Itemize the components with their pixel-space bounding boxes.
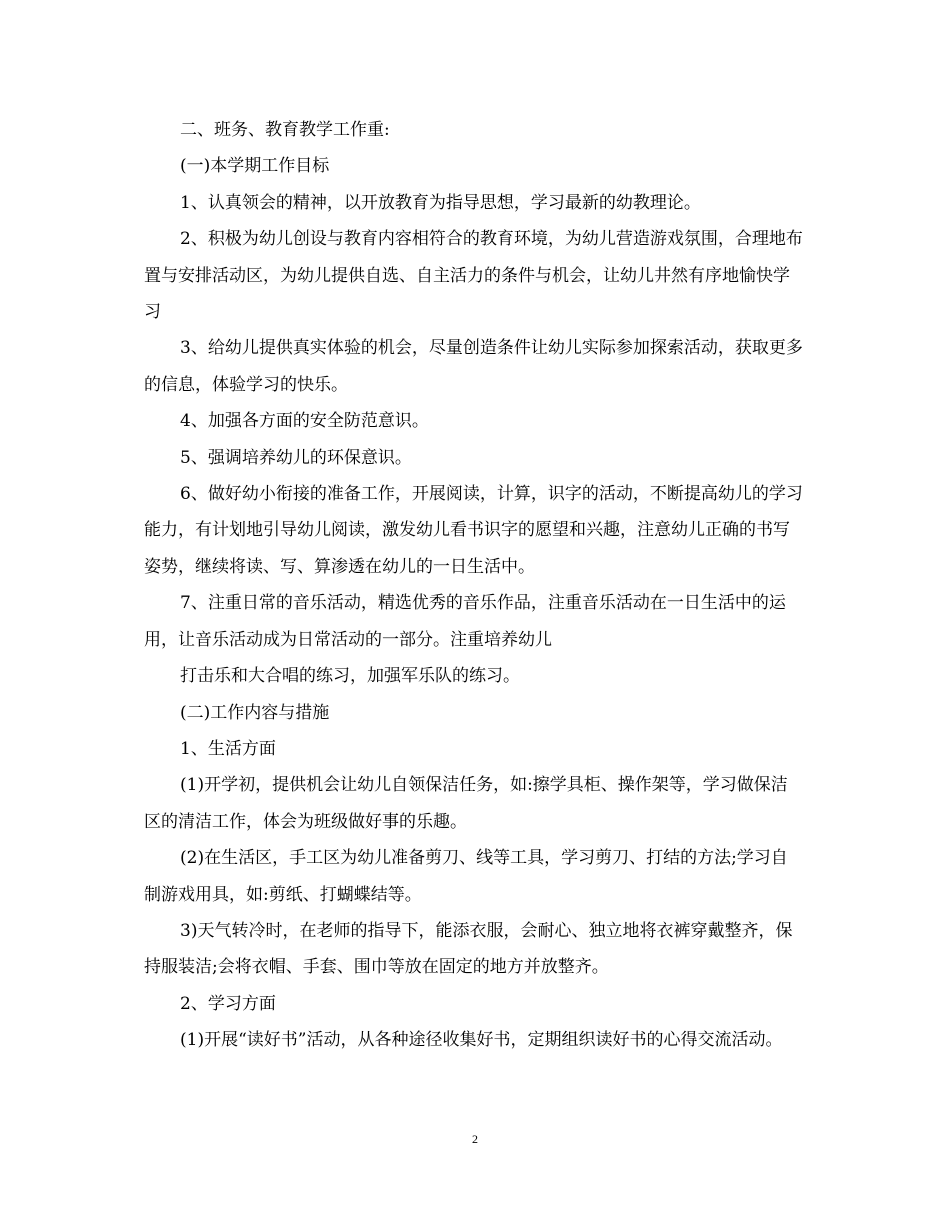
paragraph: (1)开展“读好书”活动，从各种途径收集好书，定期组织读好书的心得交流活动。	[180, 1030, 783, 1051]
paragraph: 7、注重日常的音乐活动，精选优秀的音乐作品，注重音乐活动在一日生活中的运用，让音乐活动成为日常活动的一部分。注重培养幼儿	[144, 593, 786, 650]
list-heading: 2、学习方面	[180, 993, 276, 1014]
paragraph: 5、强调培养幼儿的环保意识。	[180, 447, 412, 468]
section-heading: 二、班务、教育教学工作重:	[180, 120, 390, 140]
list-heading: 1、生活方面	[180, 738, 276, 759]
paragraph: 4、加强各方面的安全防范意识。	[180, 411, 429, 432]
paragraph: (1)开学初，提供机会让幼儿自领保洁任务，如:擦学具柜、操作架等，学习做保洁区的清洁工作，体会为班级做好事的乐趣。	[144, 775, 788, 832]
paragraph: (2)在生活区，手工区为幼儿准备剪刀、线等工具，学习剪刀、打结的方法;学习自制游戏用具，如:剪纸、打蝴蝶结等。	[144, 848, 788, 905]
paragraph: 2、积极为幼儿创设与教育内容相符合的教育环境，为幼儿营造游戏氛围，合理地布置与安排活动区，为幼儿提供自选、自主活力的条件与机会，让幼儿井然有序地愉快学习	[144, 229, 803, 323]
paragraph: 1、认真领会的精神，以开放教育为指导思想，学习最新的幼教理论。	[180, 192, 701, 213]
subsection-heading: (二)工作内容与措施	[180, 702, 330, 723]
paragraph: 打击乐和大合唱的练习，加强军乐队的练习。	[180, 666, 520, 687]
paragraph: 3)天气转冷时，在老师的指导下，能添衣服，会耐心、独立地将衣裤穿戴整齐，保持服装洁;会将衣帽、手套、围巾等放在固定的地方并放整齐。	[144, 920, 793, 978]
subsection-heading: (一)本学期工作目标	[180, 156, 330, 177]
paragraph: 6、做好幼小衔接的准备工作，开展阅读，计算，识字的活动，不断提高幼儿的学习能力，有计划地引导幼儿阅读，激发幼儿看书识字的愿望和兴趣，注意幼儿正确的书写姿势，继续将读、写、算渗透在幼儿的一日生活中。	[144, 484, 803, 577]
document-body	[144, 112, 804, 1059]
paragraph: 3、给幼儿提供真实体验的机会，尽量创造条件让幼儿实际参加探索活动，获取更多的信息，体验学习的快乐。	[144, 338, 803, 395]
page-number: 2	[472, 1132, 478, 1146]
